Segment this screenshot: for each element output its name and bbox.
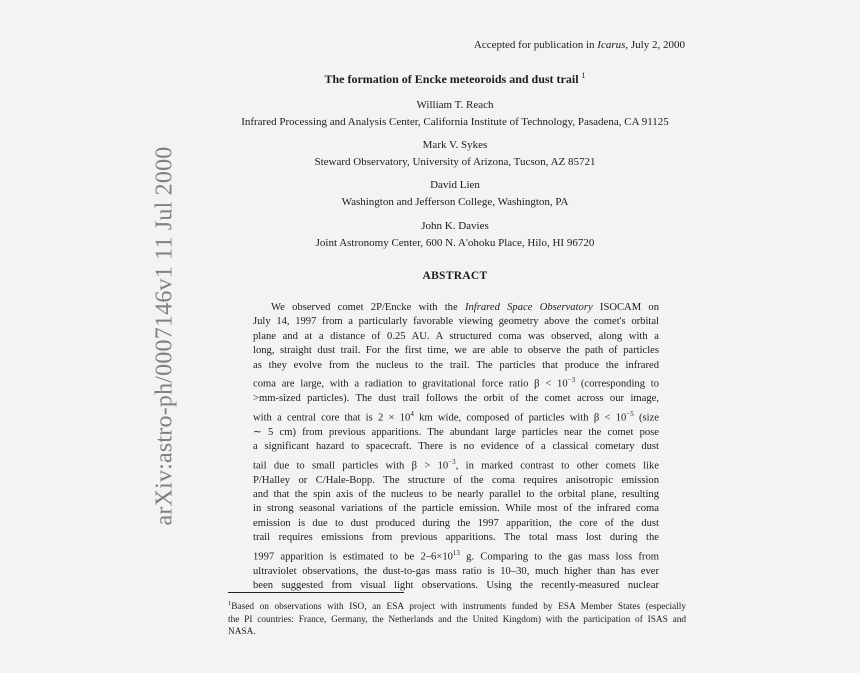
author-affiliation: Washington and Jefferson College, Washington, PA — [341, 196, 569, 208]
abstract-line: and that the spin axis of the nucleus to be nearly parallel to the orbital plane, resulting — [253, 489, 659, 501]
footnote — [228, 598, 686, 639]
abstract-text — [253, 301, 659, 594]
abstract-line: in strong seasonal variations of the particle emission. While most of the infrared coma — [253, 503, 659, 515]
abstract-line: as they evolve from the nucleus to the trail. The particles that produce the infrared — [253, 359, 659, 371]
abstract-line: >mm-sized particles). The dust trail follows the orbit of the comet across our image, — [253, 393, 659, 405]
abstract-line: been suggested from visual light observations. Using the recently-measured nuclear — [253, 580, 659, 592]
title-footnote-mark: 1 — [581, 71, 586, 80]
abstract-line: plane and at a distance of 0.25 AU. A structured coma was observed, along with a — [253, 330, 659, 342]
abstract-line: trail requires emissions from previous apparitions. The total mass lost during the — [253, 532, 659, 544]
author-name: William T. Reach — [416, 99, 494, 111]
abstract-line: P/Halley or C/Hale-Bopp. The structure of the coma requires anisotropic emission — [253, 474, 659, 486]
footnote-line: $^1$Based on observations with ISO, an ESA project with instruments funded by ESA Member States (especially — [228, 600, 686, 613]
footnote-line: NASA. — [228, 627, 256, 638]
author-name: David Lien — [430, 179, 480, 191]
abstract-line: long, straight dust trail. For the first time, we are able to observe the path of particles — [253, 345, 659, 357]
author-affiliation: Infrared Processing and Analysis Center, California Institute of Technology, Pasadena, CA 91125 — [241, 116, 669, 128]
abstract-line: with a central core that is $2 \times 10^4$ km wide, composed of particles with $\beta < 10^{-5}$ (size — [253, 409, 659, 424]
author-affiliation: Joint Astronomy Center, 600 N. A'ohoku Place, Hilo, HI 96720 — [315, 237, 595, 249]
footnote-mark: 1 — [228, 600, 232, 607]
paper-title — [200, 71, 710, 87]
abstract-line: July 14, 1997 from a particularly favorable viewing geometry above the comet's orbital — [253, 316, 659, 328]
footnote-line: the PI countries: France, Germany, the Netherlands and the United Kingdom) with the participation of ISAS and — [228, 614, 686, 625]
author-name: John K. Davies — [421, 220, 489, 232]
abstract-line: coma are large, with a radiation to gravitational force ratio $\beta < 10^{-3}$ (corresponding to — [253, 376, 659, 390]
abstract-line: ultraviolet observations, the dust-to-gas mass ratio is 10–30, much higher than has ever — [253, 565, 659, 577]
abstract-heading: ABSTRACT — [422, 270, 488, 282]
paper-title-text: The formation of Encke meteoroids and dust trail — [324, 72, 579, 86]
author-name: Mark V. Sykes — [422, 139, 488, 151]
abstract-line: emission is due to dust produced during the 1997 apparition, the core of the dust — [253, 517, 659, 529]
acceptance-date: , July 2, 2000 — [625, 39, 685, 51]
acceptance-note — [474, 39, 685, 51]
abstract-line: 1997 apparition is estimated to be $2-6\times 10^{13}$ g. Comparing to the gas mass loss from — [253, 548, 659, 563]
acceptance-prefix: Accepted for publication in — [473, 39, 598, 51]
arxiv-identifier-stamp: arXiv:astro-ph/0007146v1 11 Jul 2000 — [151, 146, 178, 526]
abstract-line: a significant hazard to spacecraft. There is no evidence of a classical cometary dust — [253, 441, 659, 453]
abstract-line: ∼ 5 cm) from previous apparitions. The abundant large particles near the comet pose — [253, 426, 659, 438]
journal-name: Icarus — [597, 39, 626, 51]
abstract-line: tail due to small particles with $\beta > 10^{-3}$, in marked contrast to other comets like — [253, 457, 659, 472]
abstract-line: We observed comet 2P/Encke with the Infrared Space Observatory ISOCAM on — [271, 302, 659, 313]
observatory-name: Infrared Space Observatory — [464, 302, 593, 313]
footnote-divider — [228, 592, 404, 593]
author-affiliation: Steward Observatory, University of Arizona, Tucson, AZ 85721 — [314, 156, 596, 168]
